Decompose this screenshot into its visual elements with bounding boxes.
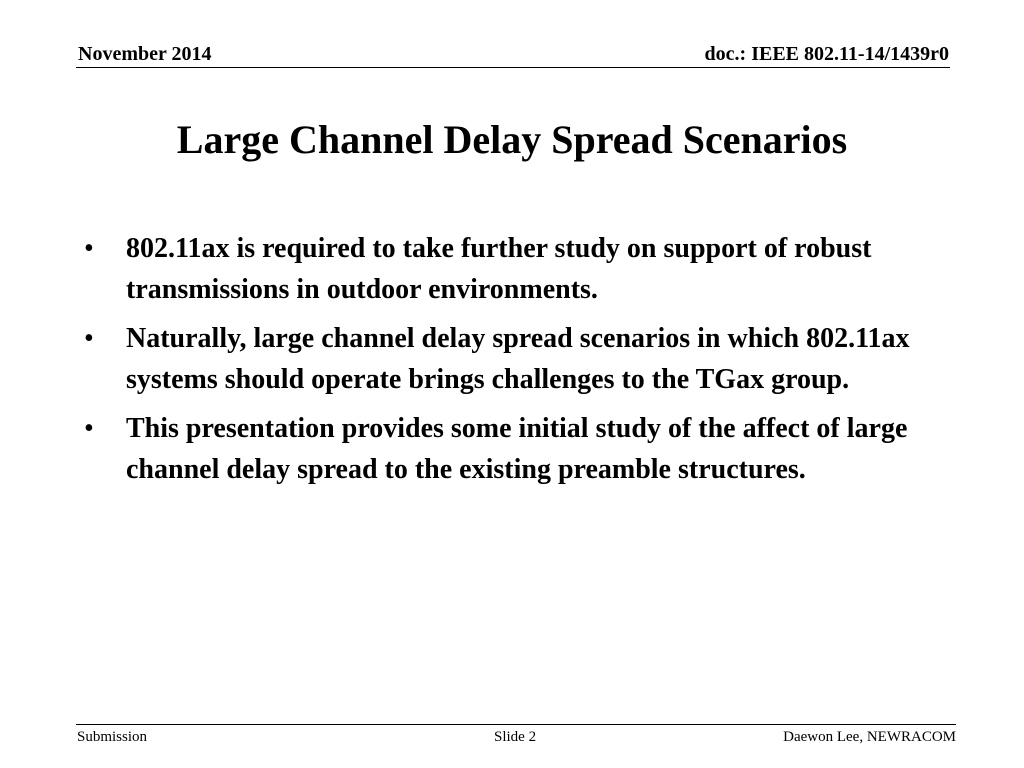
footer-author: Daewon Lee, NEWRACOM bbox=[783, 729, 956, 745]
bullet-item-3 bbox=[84, 408, 964, 490]
footer-slide-number: Slide 2 bbox=[494, 729, 537, 745]
header-document-id: doc.: IEEE 802.11-14/1439r0 bbox=[704, 43, 949, 65]
header-divider bbox=[76, 67, 950, 68]
bullet-item-1 bbox=[84, 228, 964, 310]
footer-submission-label: Submission bbox=[77, 729, 148, 745]
bullet-text-3: This presentation provides some initial study of the affect of large channel delay spread to the existing preamble structures. bbox=[126, 413, 908, 485]
bullet-list bbox=[84, 228, 964, 498]
bullet-marker: • bbox=[84, 323, 94, 354]
bullet-text-1: 802.11ax is required to take further study on support of robust transmissions in outdoor environments. bbox=[126, 233, 872, 305]
bullet-marker: • bbox=[84, 413, 94, 444]
bullet-marker: • bbox=[84, 233, 94, 264]
bullet-item-2 bbox=[84, 318, 964, 400]
bullet-text-2: Naturally, large channel delay spread scenarios in which 802.11ax systems should operate brings challenges to the TGax group. bbox=[126, 323, 910, 395]
header-date: November 2014 bbox=[78, 43, 212, 65]
slide-title: Large Channel Delay Spread Scenarios bbox=[176, 117, 848, 162]
footer-divider bbox=[76, 724, 956, 725]
